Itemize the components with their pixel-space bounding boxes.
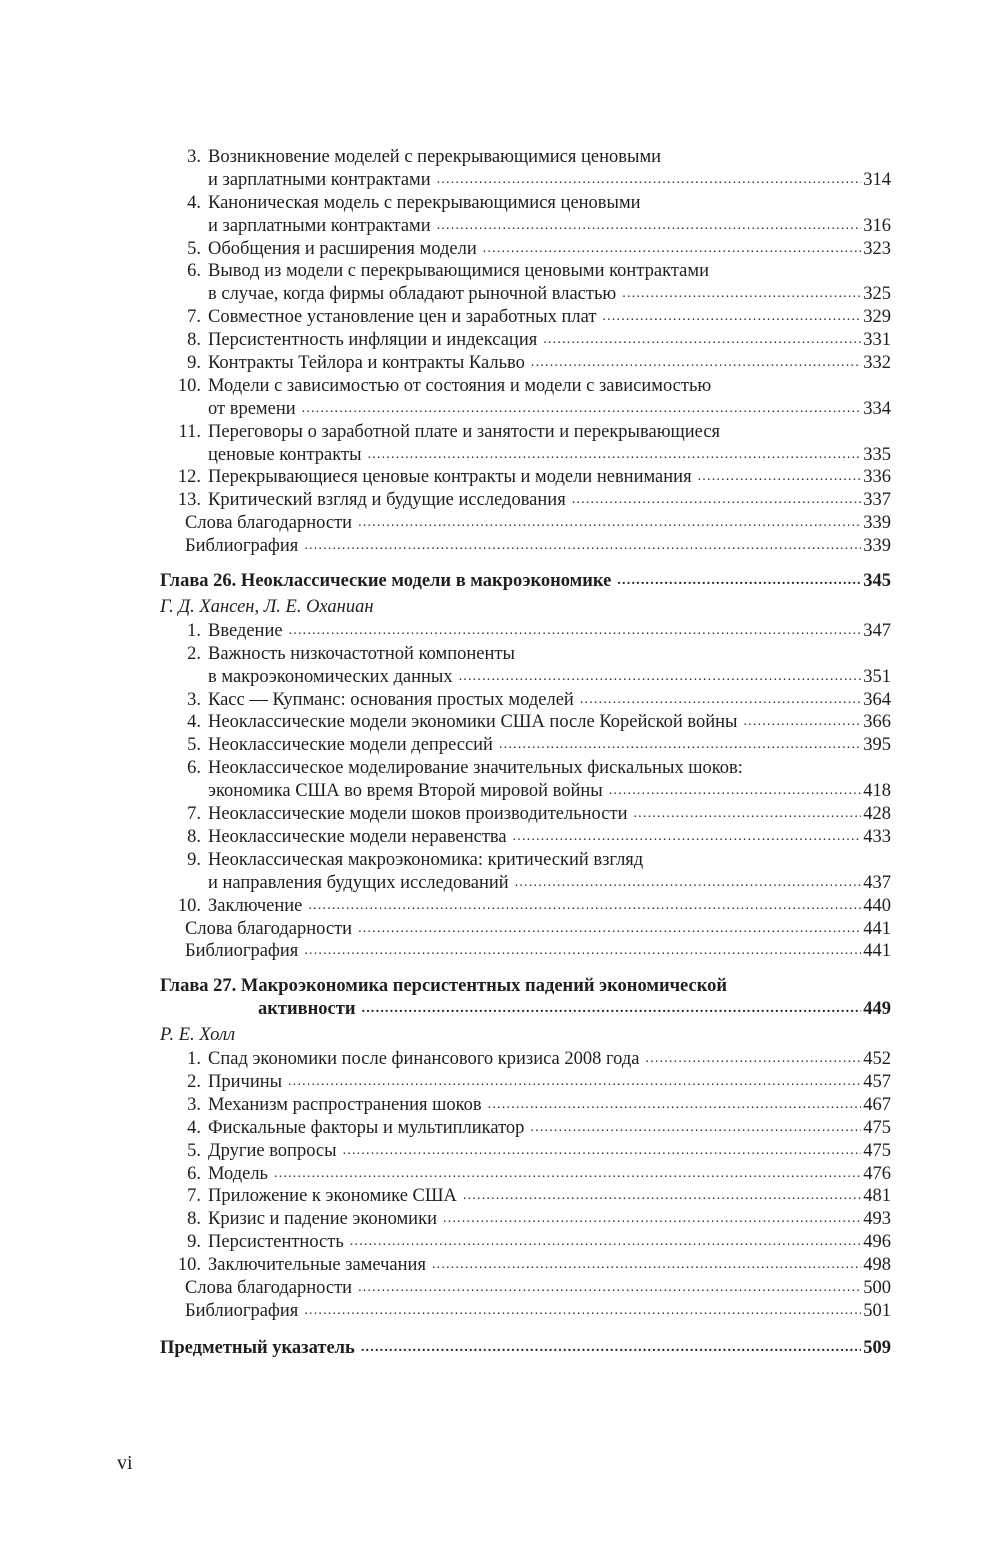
entry-title: Неоклассические модели неравенства: [208, 826, 507, 847]
dot-leader: [513, 826, 862, 849]
toc-entry-backmatter[interactable]: [160, 940, 891, 963]
entry-page-number: 441: [863, 941, 891, 962]
entry-line: [160, 570, 891, 593]
entry-line: [160, 1094, 891, 1117]
toc-entry[interactable]: [160, 1048, 891, 1071]
entry-number: 1.: [187, 1049, 201, 1070]
entry-line: [160, 666, 891, 689]
entry-title: Библиография: [185, 1300, 299, 1321]
entry-number: 9.: [187, 1232, 201, 1253]
entry-page-number: 395: [863, 735, 891, 756]
toc-entry[interactable]: [160, 849, 891, 895]
entry-number: 6.: [187, 261, 201, 282]
entry-line: [160, 1163, 891, 1186]
dot-leader: [308, 895, 861, 918]
entry-line: [160, 849, 891, 872]
entry-page-number: 493: [863, 1209, 891, 1230]
dot-leader: [543, 329, 861, 352]
dot-leader: [358, 918, 861, 941]
dot-leader: [572, 489, 862, 512]
entry-title: Возникновение моделей с перекрывающимися ценовыми: [208, 147, 662, 167]
entry-title: Модели с зависимостью от состояния и модели с зависимостью: [208, 375, 712, 396]
toc-entry[interactable]: [160, 734, 891, 757]
dot-leader: [304, 1300, 861, 1323]
entry-title: Персистентность: [208, 1232, 344, 1253]
entry-line: [160, 780, 891, 803]
toc-entry[interactable]: [160, 803, 891, 826]
entry-page-number: 481: [863, 1186, 891, 1207]
entry-line: [160, 826, 891, 849]
dot-leader: [361, 1337, 861, 1360]
dot-leader: [530, 1117, 861, 1140]
toc-entry[interactable]: [160, 238, 891, 261]
entry-number: 2.: [187, 1071, 201, 1092]
entry-line: [160, 803, 891, 826]
entry-title: и зарплатными контрактами: [208, 215, 431, 236]
dot-leader: [515, 872, 862, 895]
entry-page-number: 339: [863, 536, 891, 557]
entry-title: и направления будущих исследований: [208, 872, 509, 893]
entry-line: [160, 1231, 891, 1254]
toc-entry[interactable]: [160, 466, 891, 489]
entry-number: 11.: [178, 421, 201, 442]
dot-leader: [304, 535, 861, 558]
entry-title: Слова благодарности: [185, 1277, 353, 1298]
entry-number: 8.: [187, 1209, 201, 1230]
entry-page-number: 339: [863, 513, 891, 534]
entry-title: Обобщения и расширения модели: [208, 238, 477, 259]
entry-title: экономика США во время Второй мировой войны: [208, 781, 603, 802]
toc-entry-backmatter[interactable]: [160, 1277, 891, 1300]
entry-number: 8.: [187, 330, 201, 351]
entry-page-number: 345: [863, 571, 891, 592]
entry-line: [160, 1185, 891, 1208]
dot-leader: [499, 734, 861, 757]
entry-title: в макроэкономических данных: [208, 666, 453, 687]
toc-entry[interactable]: [160, 306, 891, 329]
toc-entry[interactable]: [160, 711, 891, 734]
entry-number: 7.: [187, 1186, 201, 1207]
entry-number: 9.: [187, 849, 201, 870]
dot-leader: [358, 1277, 861, 1300]
entry-number: 6.: [187, 758, 201, 779]
entry-line: [160, 306, 891, 329]
chapter-authors: Р. Е. Холл: [160, 1025, 236, 1046]
index-entry[interactable]: [160, 1337, 891, 1360]
entry-title: Введение: [208, 620, 283, 641]
toc-entry[interactable]: [160, 192, 891, 238]
entry-number: 10.: [177, 895, 201, 916]
dot-leader: [304, 940, 861, 963]
entry-number: 6.: [187, 1163, 201, 1184]
entry-number: 4.: [187, 1117, 201, 1138]
entry-title: Совместное установление цен и заработных плат: [208, 307, 597, 328]
dot-leader: [483, 238, 862, 261]
dot-leader: [358, 512, 861, 535]
entry-line: [160, 329, 891, 352]
entry-page-number: 509: [863, 1337, 891, 1358]
entry-page-number: 498: [863, 1255, 891, 1276]
entry-title: Неоклассические модели шоков производительности: [208, 804, 628, 825]
toc-entry[interactable]: [160, 1071, 891, 1094]
entry-line: [160, 512, 891, 535]
entry-page-number: 329: [863, 307, 891, 328]
entry-line: [160, 895, 891, 918]
dot-leader: [463, 1185, 861, 1208]
dot-leader: [289, 620, 862, 643]
entry-number: 4.: [187, 192, 201, 213]
entry-title: от времени: [208, 398, 296, 419]
entry-line: [160, 146, 891, 169]
dot-leader: [645, 1048, 861, 1071]
entry-page-number: 337: [863, 490, 891, 511]
entry-title: Другие вопросы: [208, 1140, 337, 1161]
entry-page-number: 351: [863, 666, 891, 687]
entry-page-number: 325: [863, 284, 891, 305]
entry-line: [160, 238, 891, 261]
toc-entry-backmatter[interactable]: [160, 512, 891, 535]
entry-line: [160, 620, 891, 643]
toc-entry[interactable]: [160, 757, 891, 803]
entry-page-number: 347: [863, 620, 891, 641]
entry-page-number: 336: [863, 467, 891, 488]
dot-leader: [443, 1208, 861, 1231]
entry-line: [160, 940, 891, 963]
entry-page-number: 452: [863, 1049, 891, 1070]
entry-page-number: 428: [863, 804, 891, 825]
entry-page-number: 316: [863, 215, 891, 236]
entry-title: Слова благодарности: [185, 513, 353, 534]
chapter-heading[interactable]: [160, 570, 891, 593]
dot-leader: [488, 1094, 862, 1117]
toc-entry[interactable]: [160, 1208, 891, 1231]
entry-title: Заключительные замечания: [208, 1255, 426, 1276]
dot-leader: [743, 711, 861, 734]
dot-leader: [437, 215, 862, 238]
entry-title: ценовые контракты: [208, 444, 362, 465]
dot-leader: [274, 1163, 861, 1186]
entry-page-number: 476: [863, 1163, 891, 1184]
entry-line: [160, 375, 891, 398]
entry-number: 4.: [187, 712, 201, 733]
entry-line: [160, 169, 891, 192]
entry-line: [160, 711, 891, 734]
entry-page-number: 457: [863, 1071, 891, 1092]
entry-number: 13.: [177, 490, 201, 511]
entry-line: [160, 260, 891, 283]
entry-line: [160, 466, 891, 489]
entry-title: Каноническая модель с перекрывающимися ценовыми: [208, 192, 641, 213]
entry-title: Спад экономики после финансового кризиса 2008 года: [208, 1049, 640, 1070]
table-of-contents: [160, 146, 891, 1360]
entry-line: [160, 1300, 891, 1323]
dot-leader: [617, 570, 861, 593]
entry-line: [160, 975, 891, 998]
entry-title: Кризис и падение экономики: [208, 1209, 437, 1230]
dot-leader: [368, 444, 862, 467]
entry-line: [160, 689, 891, 712]
entry-line: [160, 643, 891, 666]
entry-number: 2.: [187, 643, 201, 664]
chapter-heading[interactable]: [160, 975, 891, 1021]
entry-title: Приложение к экономике США: [208, 1186, 457, 1207]
entry-page-number: 496: [863, 1232, 891, 1253]
dot-leader: [580, 689, 861, 712]
entry-title: Модель: [208, 1163, 268, 1184]
entry-number: 5.: [187, 735, 201, 756]
entry-page-number: 418: [863, 781, 891, 802]
toc-entry[interactable]: [160, 1163, 891, 1186]
entry-page-number: 335: [863, 444, 891, 465]
entry-line: [160, 489, 891, 512]
entry-title: Слова благодарности: [185, 918, 353, 939]
entry-title: Важность низкочастотной компоненты: [208, 643, 515, 664]
dot-leader: [437, 169, 862, 192]
entry-line: [160, 998, 891, 1021]
dot-leader: [633, 803, 861, 826]
entry-line: [160, 1117, 891, 1140]
entry-page-number: 364: [863, 689, 891, 710]
entry-number: 3.: [187, 1094, 201, 1115]
entry-page-number: 500: [863, 1277, 891, 1298]
entry-line: [160, 1140, 891, 1163]
entry-title: Причины: [208, 1071, 283, 1092]
toc-entry[interactable]: [160, 895, 891, 918]
toc-entry[interactable]: [160, 1094, 891, 1117]
toc-entry[interactable]: [160, 260, 891, 306]
entry-page-number: 433: [863, 826, 891, 847]
entry-title: Механизм распространения шоков: [208, 1094, 482, 1115]
toc-entry-backmatter[interactable]: [160, 1300, 891, 1323]
toc-entry[interactable]: [160, 421, 891, 467]
toc-entry[interactable]: [160, 375, 891, 421]
entry-title: Предметный указатель: [160, 1337, 355, 1358]
dot-leader: [362, 998, 862, 1021]
entry-number: 12.: [177, 467, 201, 488]
entry-title: Вывод из модели с перекрывающимися ценовыми контрактами: [208, 261, 709, 282]
toc-entry[interactable]: [160, 1231, 891, 1254]
entry-title: Заключение: [208, 895, 303, 916]
entry-line: [160, 1071, 891, 1094]
entry-number: 10.: [177, 1255, 201, 1276]
entry-number: 8.: [187, 826, 201, 847]
dot-leader: [698, 466, 862, 489]
entry-title: Неоклассические модели депрессий: [208, 735, 493, 756]
entry-title: Библиография: [185, 536, 299, 557]
entry-title: активности: [258, 999, 356, 1020]
dot-leader: [343, 1140, 862, 1163]
entry-title: Контракты Тейлора и контракты Кальво: [208, 353, 525, 374]
toc-entry-backmatter[interactable]: [160, 918, 891, 941]
entry-title: Неоклассическое моделирование значительных фискальных шоков:: [208, 758, 743, 779]
entry-title: Неоклассическая макроэкономика: критический взгляд: [208, 849, 644, 870]
entry-number: 1.: [187, 620, 201, 641]
entry-line: [160, 535, 891, 558]
toc-entry[interactable]: [160, 1140, 891, 1163]
toc-entry[interactable]: [160, 352, 891, 375]
entry-line: [160, 1208, 891, 1231]
dot-leader: [602, 306, 861, 329]
entry-title: и зарплатными контрактами: [208, 169, 431, 190]
dot-leader: [459, 666, 862, 689]
entry-title: Критический взгляд и будущие исследования: [208, 490, 566, 511]
entry-title: Перекрывающиеся ценовые контракты и модели невнимания: [208, 467, 692, 488]
dot-leader: [350, 1231, 861, 1254]
entry-page-number: 449: [863, 999, 891, 1020]
toc-entry[interactable]: [160, 1254, 891, 1277]
entry-line: [160, 734, 891, 757]
entry-title: Фискальные факторы и мультипликатор: [208, 1117, 525, 1138]
toc-entry[interactable]: [160, 146, 891, 192]
entry-line: [160, 444, 891, 467]
entry-title: в случае, когда фирмы обладают рыночной властью: [208, 284, 617, 305]
entry-page-number: 437: [863, 872, 891, 893]
entry-number: 7.: [187, 804, 201, 825]
entry-number: 5.: [187, 1140, 201, 1161]
entry-page-number: 467: [863, 1094, 891, 1115]
entry-page-number: 314: [863, 169, 891, 190]
entry-page-number: 475: [863, 1117, 891, 1138]
entry-page-number: 334: [863, 398, 891, 419]
page-number: vi: [117, 1452, 133, 1474]
entry-title: Персистентность инфляции и индексация: [208, 330, 538, 351]
entry-page-number: 323: [863, 238, 891, 259]
dot-leader: [432, 1254, 861, 1277]
entry-line: [160, 1337, 891, 1360]
dot-leader: [302, 398, 862, 421]
dot-leader: [609, 780, 862, 803]
entry-title: Переговоры о заработной плате и занятости и перекрывающиеся: [208, 421, 721, 442]
entry-title: Касс — Купманс: основания простых моделей: [208, 689, 574, 710]
entry-page-number: 441: [863, 918, 891, 939]
toc-entry[interactable]: [160, 1117, 891, 1140]
entry-line: [160, 283, 891, 306]
entry-line: [160, 757, 891, 780]
entry-title: Неоклассические модели экономики США после Корейской войны: [208, 712, 738, 733]
toc-entry[interactable]: [160, 620, 891, 643]
entry-line: [160, 1254, 891, 1277]
toc-entry[interactable]: [160, 826, 891, 849]
entry-title: Глава 27. Макроэкономика персистентных падений экономической: [160, 976, 728, 997]
toc-entry[interactable]: [160, 1185, 891, 1208]
entry-line: [160, 352, 891, 375]
entry-page-number: 332: [863, 353, 891, 374]
entry-number: 3.: [187, 689, 201, 710]
chapter-authors: Г. Д. Хансен, Л. Е. Оханиан: [160, 596, 374, 617]
dot-leader: [288, 1071, 861, 1094]
toc-entry[interactable]: [160, 689, 891, 712]
entry-number: 10.: [177, 375, 201, 396]
dot-leader: [622, 283, 861, 306]
entry-line: [160, 421, 891, 444]
entry-page-number: 331: [863, 330, 891, 351]
entry-line: [160, 215, 891, 238]
toc-entry[interactable]: [160, 329, 891, 352]
entry-line: [160, 1277, 891, 1300]
entry-line: [160, 872, 891, 895]
entry-page-number: 440: [863, 895, 891, 916]
toc-entry[interactable]: [160, 489, 891, 512]
entry-title: Глава 26. Неоклассические модели в макроэкономике: [160, 571, 612, 592]
entry-number: 5.: [187, 238, 201, 259]
entry-line: [160, 192, 891, 215]
entry-page-number: 366: [863, 712, 891, 733]
entry-page-number: 501: [863, 1300, 891, 1321]
entry-title: Библиография: [185, 941, 299, 962]
entry-line: [160, 918, 891, 941]
toc-entry[interactable]: [160, 643, 891, 689]
dot-leader: [531, 352, 861, 375]
entry-number: 3.: [187, 147, 201, 167]
entry-page-number: 475: [863, 1140, 891, 1161]
entry-number: 9.: [187, 353, 201, 374]
entry-number: 7.: [187, 307, 201, 328]
entry-line: [160, 1048, 891, 1071]
toc-entry-backmatter[interactable]: [160, 535, 891, 558]
entry-line: [160, 398, 891, 421]
